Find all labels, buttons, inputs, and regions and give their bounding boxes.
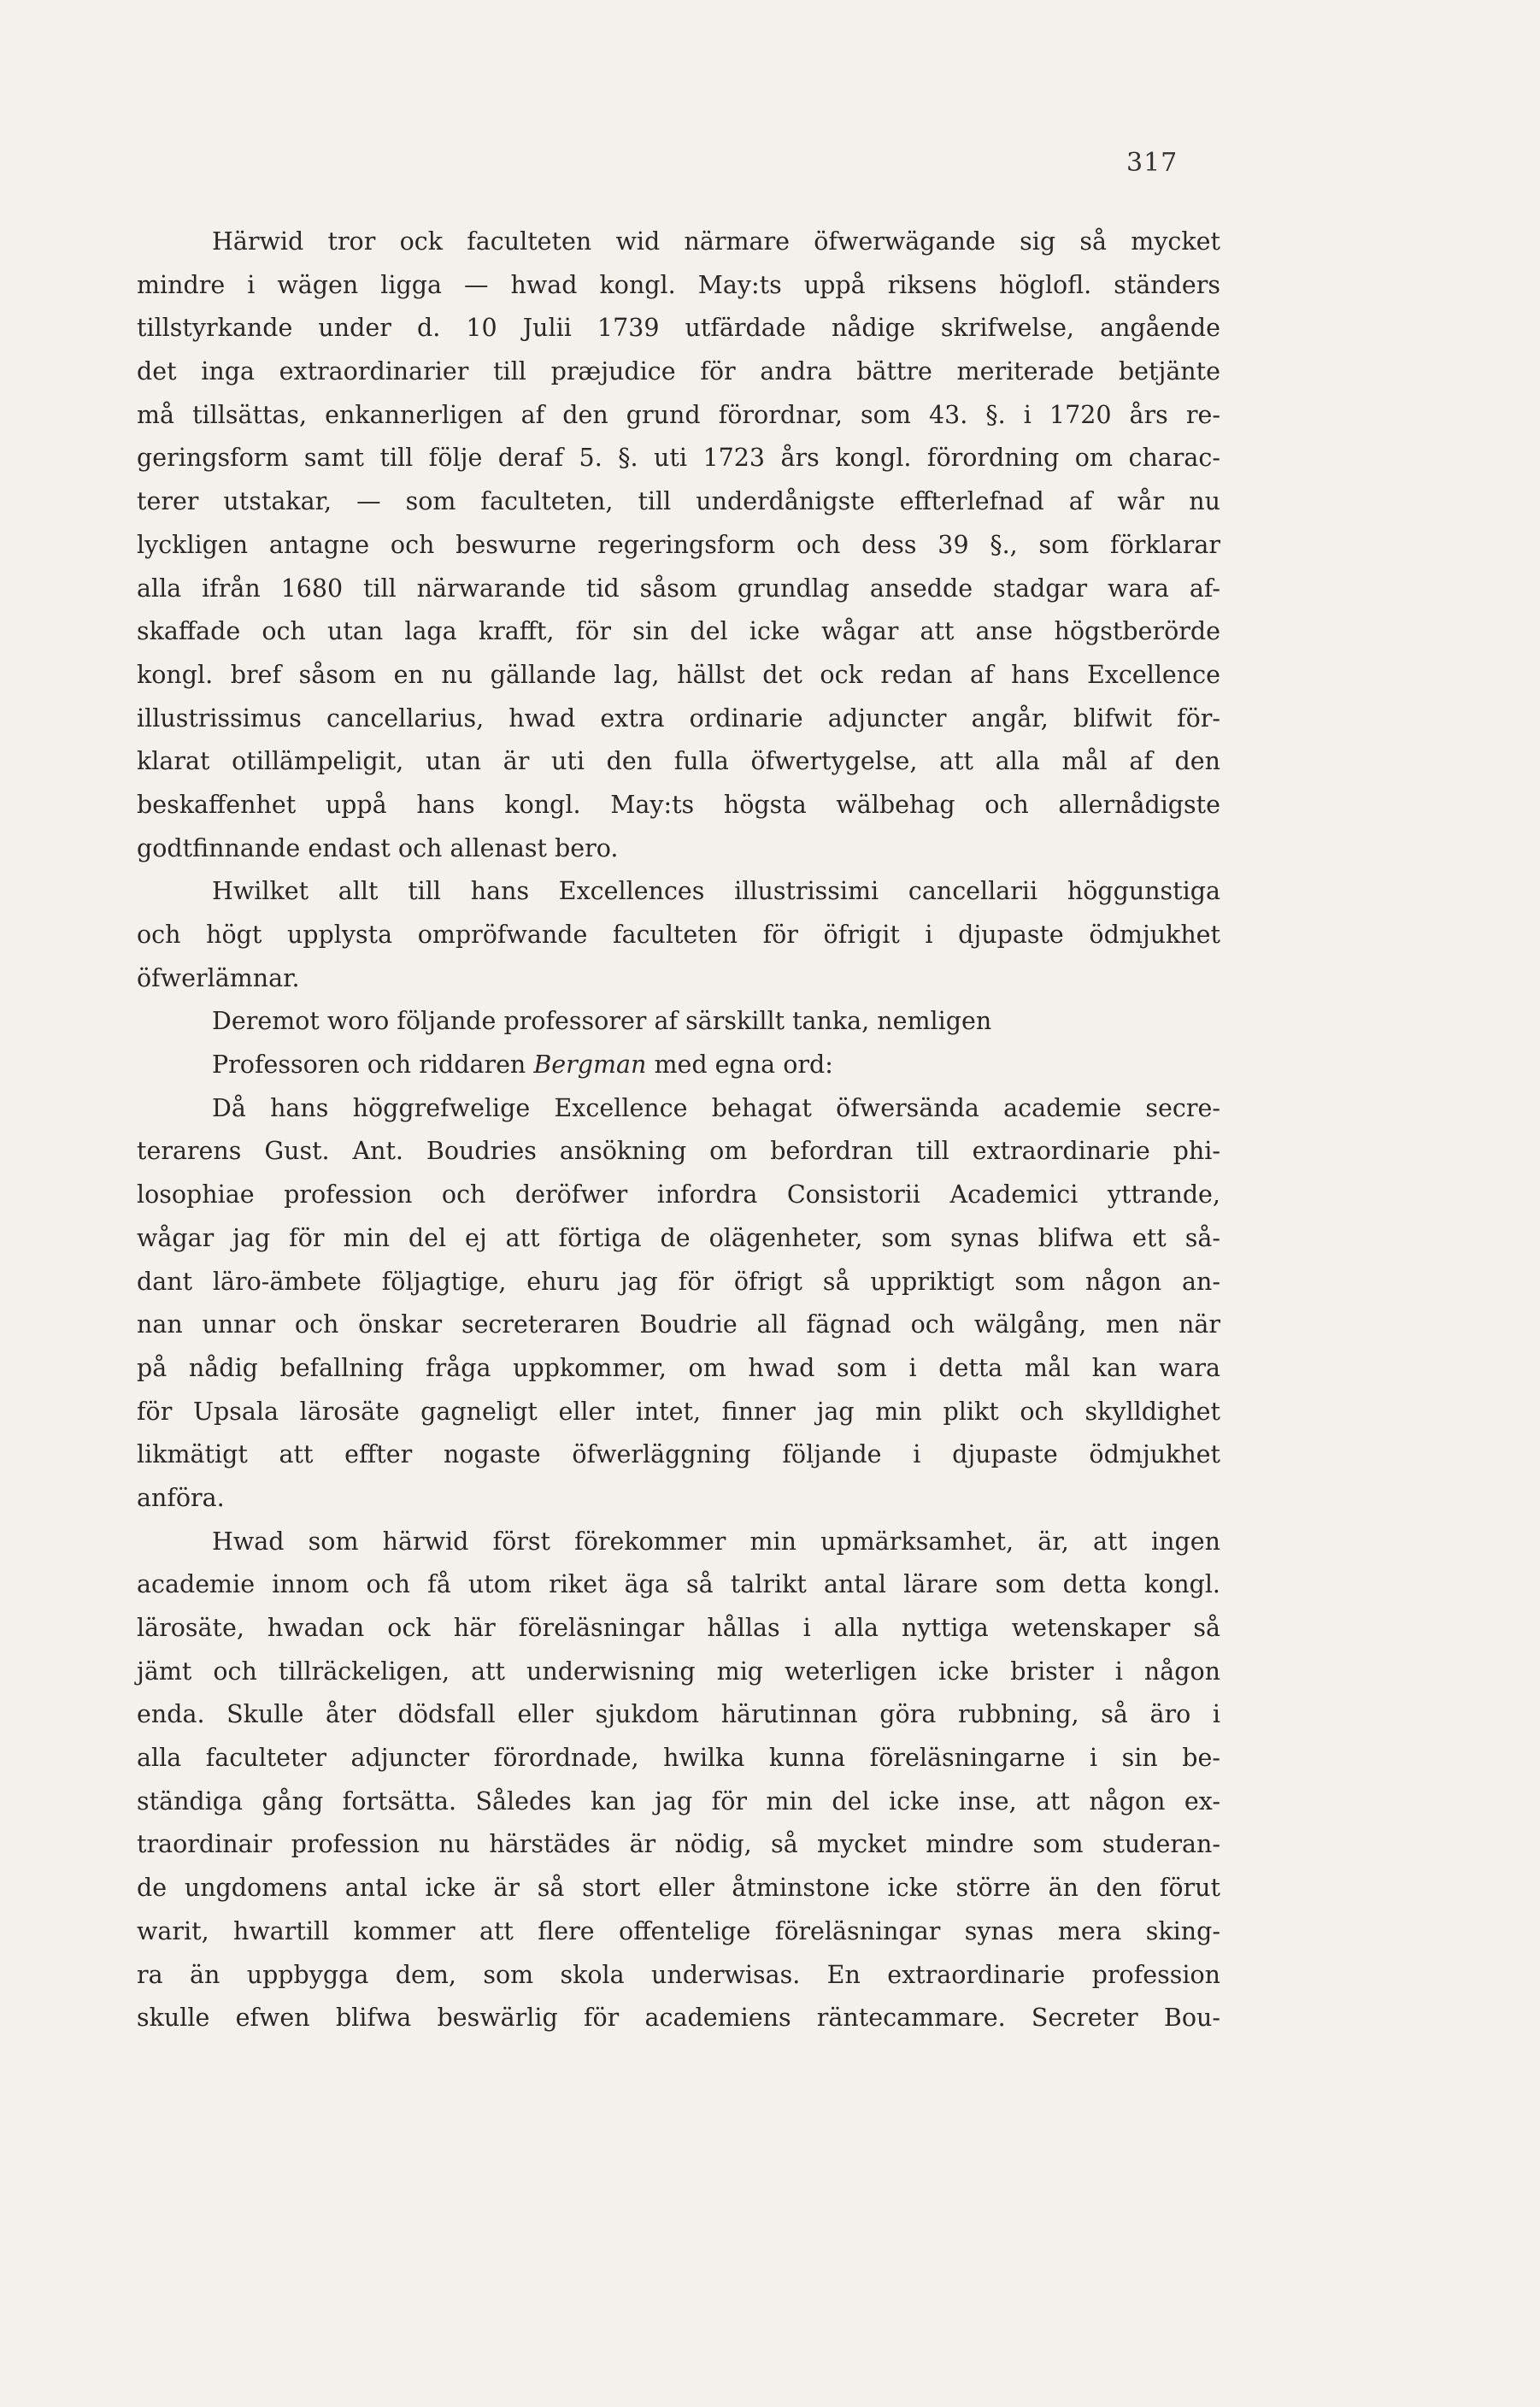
- text-line: illustrissimus cancellarius, hwad extra ordinarie adjuncter angår, blifwit för-: [137, 703, 1220, 733]
- text-line: ra än uppbygga dem, som skola underwisas. En extraordinarie profession: [137, 1960, 1220, 1989]
- text-line: Hwilket allt till hans Excellences illustrissimi cancellarii höggunstiga: [212, 877, 1220, 906]
- paragraph: [137, 1000, 1220, 1044]
- text-line: lärosäte, hwadan ock här föreläsningar hållas i alla nyttiga wetenskaper så: [137, 1614, 1220, 1642]
- text-line: ständiga gång fortsätta. Således kan jag för min del icke inse, att någon ex-: [137, 1786, 1220, 1816]
- text-line: och högt upplysta ompröfwande faculteten för öfrigit i djupaste ödmjukhet: [137, 921, 1220, 949]
- text-line: skaffade och utan laga krafft, för sin del icke wågar att anse högstberörde: [137, 617, 1220, 646]
- paragraph: [137, 221, 1220, 870]
- paragraph: [137, 1521, 1220, 2040]
- text-line: jämt och tillräckeligen, att underwisning mig weterligen icke brister i någon: [137, 1657, 1220, 1686]
- text-line: academie innom och få utom riket äga så talrikt antal lärare som detta kongl.: [137, 1570, 1220, 1599]
- italic-name: Bergman: [533, 1050, 647, 1080]
- page-number: 317: [1126, 148, 1179, 178]
- text-line: wågar jag för min del ej att förtiga de olägenheter, som synas blifwa ett så-: [137, 1223, 1220, 1252]
- text-line: likmätigt att effter nogaste öfwerläggning följande i djupaste ödmjukhet: [137, 1440, 1220, 1469]
- text-line: anföra.: [137, 1483, 225, 1512]
- text-line: Hwad som härwid först förekommer min upmärksamhet, är, att ingen: [212, 1527, 1220, 1556]
- text-line: terer utstakar, — som faculteten, till underdånigste effterlefnad af wår nu: [137, 487, 1220, 516]
- text-line: på nådig befallning fråga uppkommer, om hwad som i detta mål kan wara: [137, 1353, 1220, 1382]
- text-line: alla ifrån 1680 till närwarande tid såsom grundlag ansedde stadgar wara af-: [137, 574, 1220, 603]
- text-line: klarat otillämpeligit, utan är uti den fulla öfwertygelse, att alla mål af den: [137, 747, 1220, 776]
- text-line: mindre i wägen ligga — hwad kongl. May:ts uppå riksens höglofl. ständers: [137, 270, 1220, 299]
- text-line: godtfinnande endast och allenast bero.: [137, 833, 619, 862]
- text-line: enda. Skulle åter dödsfall eller sjukdom härutinnan göra rubbning, så äro i: [137, 1700, 1220, 1729]
- paragraph: [137, 870, 1220, 1000]
- text-line: terarens Gust. Ant. Boudries ansökning om befordran till extraordinarie phi-: [137, 1137, 1220, 1166]
- text-after-name: med egna ord:: [646, 1050, 833, 1080]
- text-line: må tillsättas, enkannerligen af den grund förordnar, som 43. §. i 1720 års re-: [137, 400, 1220, 429]
- body-text: [137, 221, 1220, 2040]
- text-line: [137, 1044, 1220, 1087]
- text-line: nan unnar och önskar secreteraren Boudrie all fägnad och wälgång, men när: [137, 1310, 1220, 1339]
- paragraph: [137, 1087, 1220, 1521]
- text-line: traordinair profession nu härstädes är nödig, så mycket mindre som studeran-: [137, 1830, 1220, 1859]
- text-line: de ungdomens antal icke är så stort eller åtminstone icke större än den förut: [137, 1874, 1220, 1903]
- text-line: kongl. bref såsom en nu gällande lag, hällst det ock redan af hans Excellence: [137, 660, 1220, 689]
- text-line: alla faculteter adjuncter förordnade, hwilka kunna föreläsningarne i sin be-: [137, 1744, 1220, 1773]
- text-line: skulle efwen blifwa beswärlig för academiens räntecammare. Secreter Bou-: [137, 2004, 1220, 2033]
- text-line: geringsform samt till följe deraf 5. §. uti 1723 års kongl. förordning om charac-: [137, 444, 1220, 473]
- text-line: dant läro-ämbete följagtige, ehuru jag för öfrigt så uppriktigt som någon an-: [137, 1267, 1220, 1296]
- text-line: warit, hwartill kommer att flere offentelige föreläsningar synas mera sking-: [137, 1916, 1220, 1945]
- text-line: Då hans höggrefwelige Excellence behagat öfwersända academie secre-: [212, 1093, 1220, 1122]
- text-line: Deremot woro följande professorer af särskillt tanka, nemligen: [212, 1007, 992, 1036]
- paragraph: [137, 1044, 1220, 1087]
- text-line: för Upsala lärosäte gagneligt eller intet, finner jag min plikt och skylldighet: [137, 1397, 1220, 1426]
- text-line: lyckligen antagne och beswurne regeringsform och dess 39 §., som förklarar: [137, 530, 1220, 559]
- text-line: det inga extraordinarier till præjudice för andra bättre meriterade betjänte: [137, 357, 1220, 386]
- text-before-name: Professoren och riddaren: [212, 1050, 534, 1080]
- text-line: losophiae profession och deröfwer infordra Consistorii Academici yttrande,: [137, 1180, 1220, 1209]
- text-line: beskaffenhet uppå hans kongl. May:ts högsta wälbehag och allernådigste: [137, 790, 1220, 819]
- text-line: Härwid tror ock faculteten wid närmare öfwerwägande sig så mycket: [212, 227, 1220, 256]
- text-line: tillstyrkande under d. 10 Julii 1739 utfärdade nådige skrifwelse, angående: [137, 314, 1220, 343]
- text-line: öfwerlämnar.: [137, 963, 300, 992]
